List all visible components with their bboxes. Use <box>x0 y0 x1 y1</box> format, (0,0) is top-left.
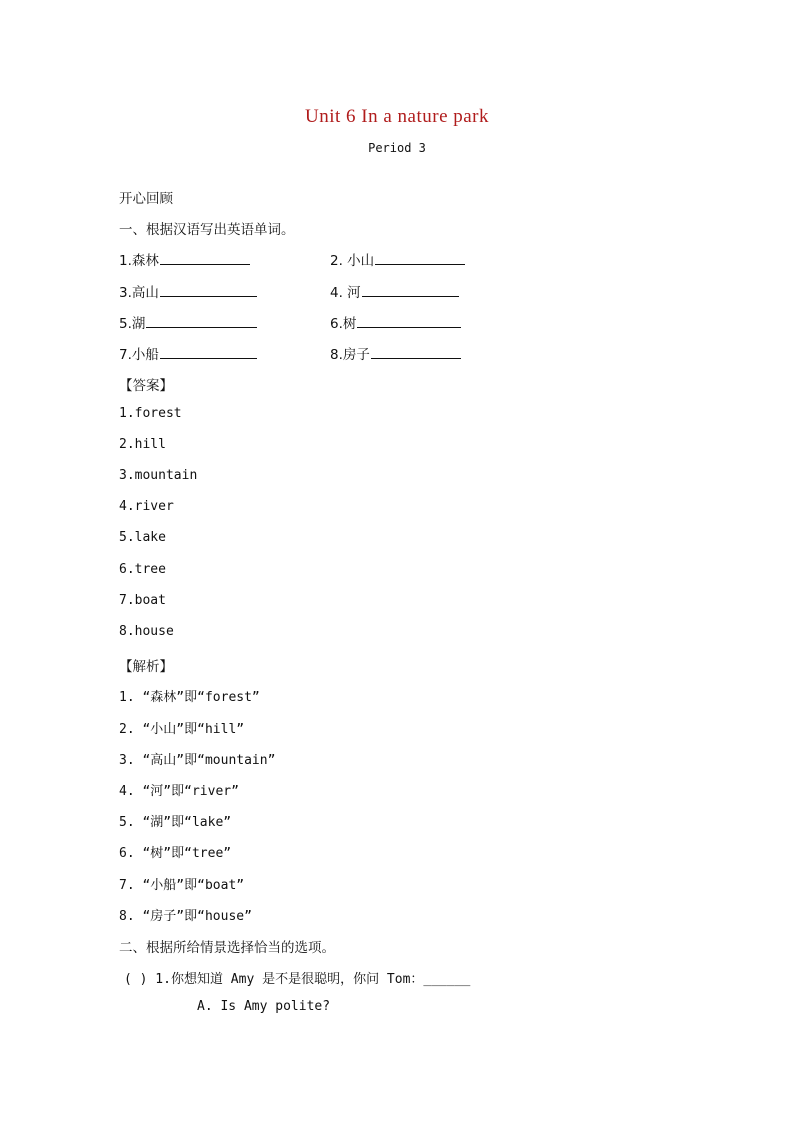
review-heading: 开心回顾 <box>119 191 173 207</box>
answer-item: 4.river <box>119 499 174 514</box>
exercise-item <box>330 343 461 363</box>
exercise-item-label: 7.小船 <box>119 347 159 363</box>
exercise-item <box>119 249 250 269</box>
exercise-item <box>330 249 465 269</box>
answer-item: 5.lake <box>119 530 166 545</box>
analysis-item: 4. “河”即“river” <box>119 784 239 799</box>
analysis-item: 1. “森林”即“forest” <box>119 690 260 705</box>
exercise-item-label: 2. 小山 <box>330 253 375 269</box>
exercise-item <box>330 281 459 301</box>
answer-item: 6.tree <box>119 562 166 577</box>
exercise-item-label: 6.树 <box>330 316 357 332</box>
section1-heading: 一、根据汉语写出英语单词。 <box>119 222 295 238</box>
answer-item: 3.mountain <box>119 468 198 483</box>
analysis-item: 6. “树”即“tree” <box>119 846 232 861</box>
answer-blank <box>146 315 257 328</box>
exercise-item <box>119 281 257 301</box>
analysis-heading: 【解析】 <box>119 659 173 675</box>
answer-item: 7.boat <box>119 593 166 608</box>
answer-heading: 【答案】 <box>119 378 173 394</box>
analysis-item: 5. “湖”即“lake” <box>119 815 232 830</box>
exercise-item-label: 3.高山 <box>119 285 159 301</box>
section2-heading: 二、根据所给情景选择恰当的选项。 <box>119 940 335 956</box>
answer-blank <box>375 252 465 265</box>
answer-blank <box>160 252 250 265</box>
analysis-item: 3. “高山”即“mountain” <box>119 753 276 768</box>
exercise-item <box>330 312 461 332</box>
exercise-item-label: 1.森林 <box>119 253 159 269</box>
exercise-item-label: 8.房子 <box>330 347 370 363</box>
answer-blank <box>371 346 461 359</box>
answer-item: 1.forest <box>119 406 182 421</box>
page-subtitle: Period 3 <box>368 141 426 155</box>
answer-blank <box>160 346 257 359</box>
answer-item: 8.house <box>119 624 174 639</box>
analysis-item: 2. “小山”即“hill” <box>119 722 245 737</box>
answer-blank <box>357 315 461 328</box>
page-title: Unit 6 In a nature park <box>304 106 490 127</box>
answer-item: 2.hill <box>119 437 166 452</box>
question-1-option-a: A. Is Amy polite? <box>197 999 331 1014</box>
answer-blank <box>160 284 257 297</box>
answer-blank <box>362 284 459 297</box>
exercise-item-label: 4. 河 <box>330 285 361 301</box>
analysis-item: 7. “小船”即“boat” <box>119 878 245 893</box>
exercise-item <box>119 312 257 332</box>
exercise-item-label: 5.湖 <box>119 316 146 332</box>
exercise-item <box>119 343 257 363</box>
analysis-item: 8. “房子”即“house” <box>119 909 252 924</box>
question-1: ( ) 1.你想知道 Amy 是不是很聪明，你问 Tom：______ <box>124 972 471 987</box>
